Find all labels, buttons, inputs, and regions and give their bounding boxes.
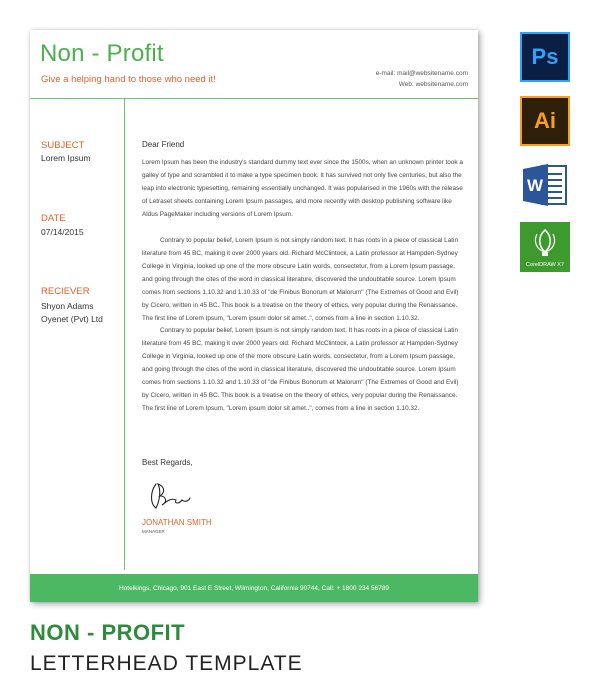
letterhead-tagline: Give a helping hand to those who need it! <box>41 74 216 85</box>
footer-bar <box>30 574 478 602</box>
contact-block <box>376 68 468 90</box>
caption-title: NON - PROFIT <box>30 620 186 645</box>
photoshop-icon <box>520 32 570 82</box>
signer-name: JONATHAN SMITH <box>142 518 212 527</box>
subject-value: Lorem Ipsum <box>41 153 91 163</box>
subject-label: SUBJECT <box>41 140 85 151</box>
contact-email: e-mail: mail@websitename.com <box>375 70 468 77</box>
date-label: DATE <box>41 213 66 224</box>
receiver-name: Shyon Adams <box>41 301 94 311</box>
coreldraw-icon-label: CorelDRAW X7 <box>526 262 564 268</box>
letterhead-page <box>30 30 478 602</box>
signature-image <box>146 478 194 514</box>
paragraph-3: Contrary to popular belief, Lorem Ipsum is not simply random text. It has roots in a piece of classical Latin literature from 45 BC, making it over 2000 years old. Richard McClintock, a Latin professor at Hampden-Sydney College in Virginia, looked up one of the more obscure Latin words, consectetur, from a Lorem Ipsum passage, and going through the cites of the word in classical literature, discovered the undoubtable source. Lorem Ipsum comes from sections 1.10.32 and 1.10.33 of "de Finibus Bonorum et Malorum" (The Extremes of Good and Evil) by Cicero, written in 45 BC. This book is a treatise on the theory of ethics, very popular during the Renaissance. The first line of Lorem Ipsum, "Lorem ipsum dolor sit amet..", comes from a line in section 1.10.32. <box>142 327 459 412</box>
paragraph-2: Contrary to popular belief, Lorem Ipsum is not simply random text. It has roots in a piece of classical Latin literature from 45 BC, making it over 2000 years old. Richard McClintock, a Latin professor at Hampden-Sydney College in Virginia, looked up one of the more obscure Latin words, consectetur, from a Lorem Ipsum passage, and going through the cites of the word in classical literature, discovered the undoubtable source. Lorem Ipsum comes from sections 1.10.32 and 1.10.33 of "de Finibus Bonorum et Malorum" (The Extremes of Good and Evil) by Cicero, written in 45 BC. This book is a treatise on the theory of ethics, very popular during the Renaissance. The first line of Lorem Ipsum, "Lorem ipsum dolor sit amet..", comes from a line in section 1.10.32. <box>142 237 459 322</box>
paragraph-1: Lorem Ipsum has been the industry's standard dummy text ever since the 1500s, when an unknown printer took a galley of type and scrambled it to make a type specimen book. It has survived not only five centuries, but also the leap into electronic typesetting, remaining essentially unchanged. It was popularised in the 1960s with the release of Letraset sheets containing Lorem Ipsum passages, and more recently with desktop publishing software like Aldus PageMaker including versions of Lorem Ipsum. <box>142 159 463 218</box>
letterhead-title: Non - Profit <box>40 40 164 67</box>
photoshop-icon-label: Ps <box>531 44 559 69</box>
receiver-company: Oyenet (Pvt) Ltd <box>41 314 103 324</box>
header-divider <box>30 98 478 99</box>
word-icon <box>520 160 570 210</box>
closing: Best Regards, <box>142 458 193 467</box>
salutation: Dear Friend <box>142 140 185 149</box>
word-icon-label: W <box>526 176 544 195</box>
illustrator-icon-label: Ai <box>534 108 556 133</box>
sidebar-divider <box>124 98 125 570</box>
coreldraw-icon <box>520 222 570 272</box>
coreldraw-logo-graphic <box>520 222 570 272</box>
date-value: 07/14/2015 <box>41 227 84 237</box>
signer-title: MANAGER <box>142 529 165 534</box>
receiver-label: RECIEVER <box>41 286 90 297</box>
caption-subtitle: LETTERHEAD TEMPLATE <box>30 652 303 675</box>
word-logo-graphic <box>520 160 570 210</box>
footer-address: Hotelkings, Chicago, 901 East E Street, Wilmington, California 90744, Call: + 1800 234 56789 <box>118 584 390 592</box>
illustrator-icon <box>520 96 570 146</box>
contact-web: Web: websitename.com <box>398 81 468 88</box>
